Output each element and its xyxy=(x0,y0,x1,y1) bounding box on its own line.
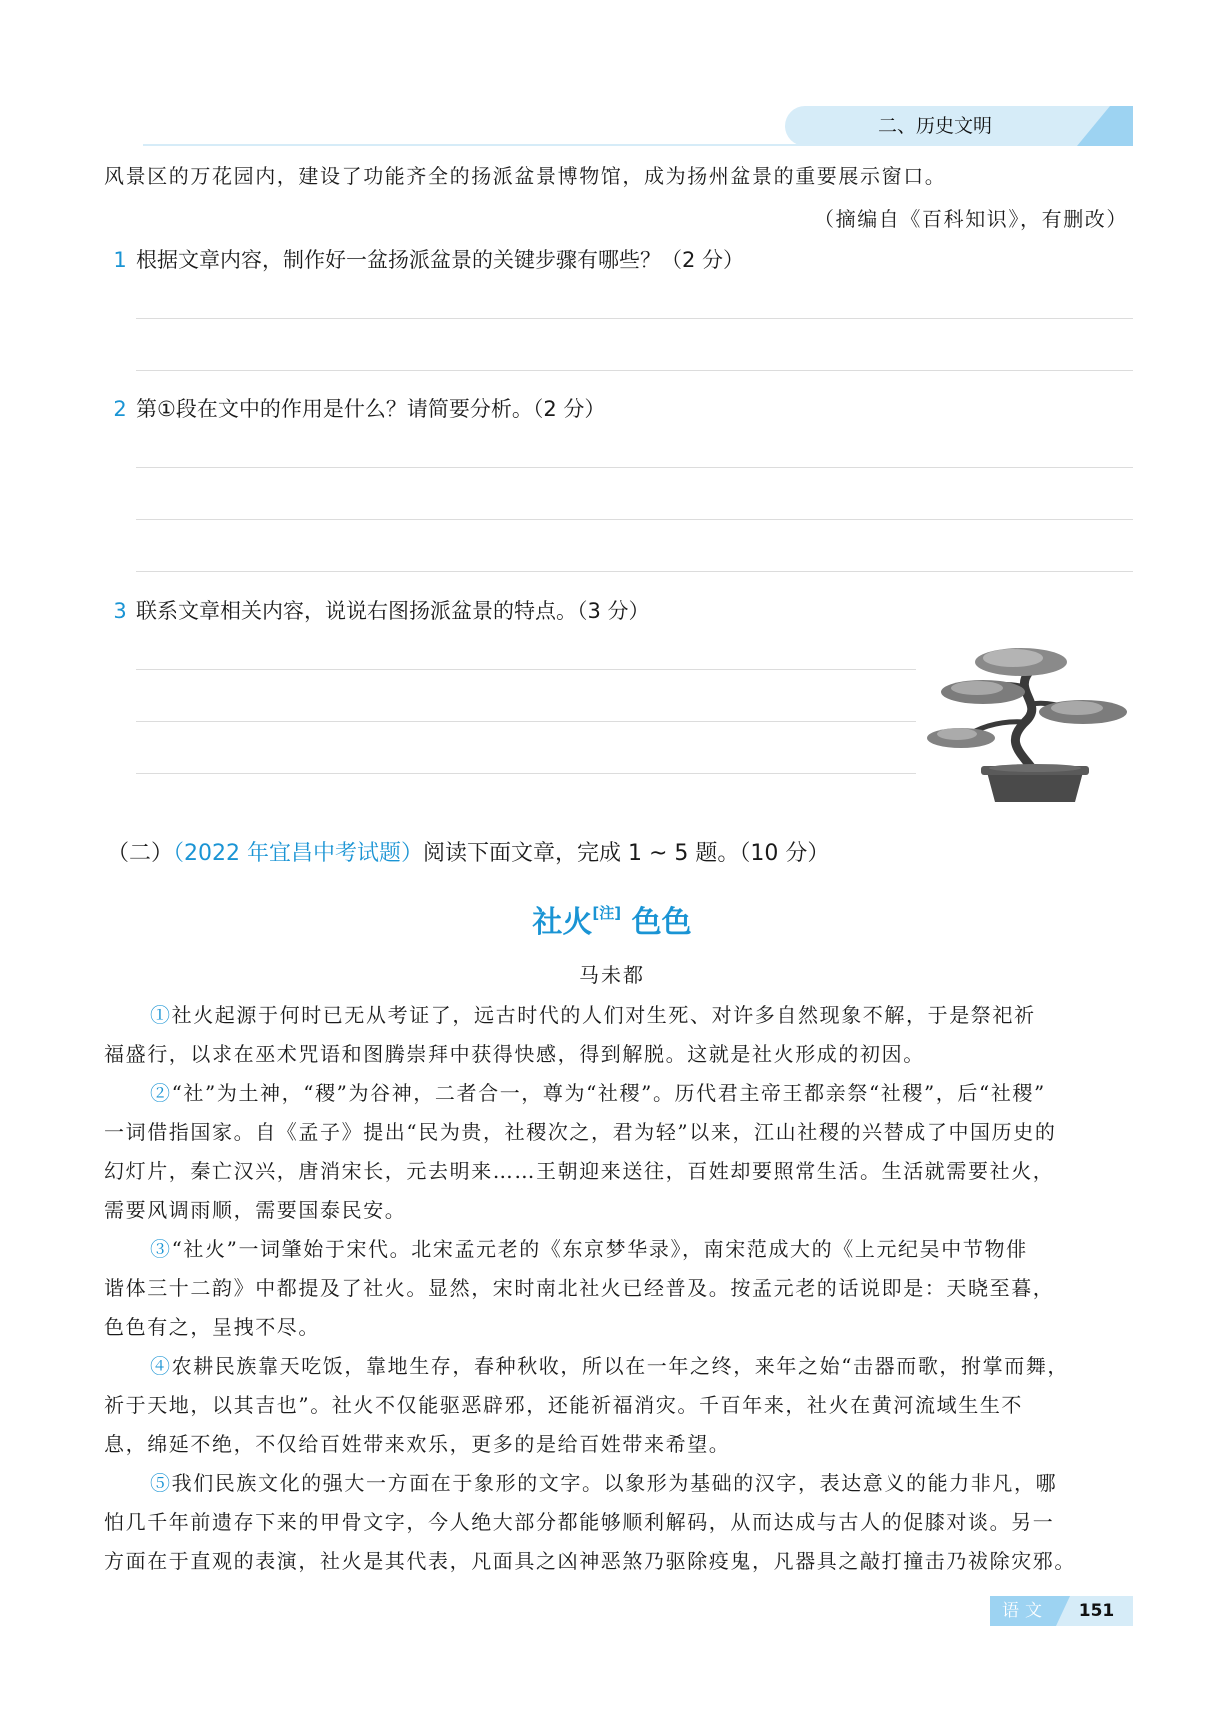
paragraph-2-line: 幻灯片，秦亡汉兴，唐消宋长，元去明来……王朝迎来送往，百姓却要照常生活。生活就需要社火， xyxy=(104,1159,1055,1183)
paragraph-text: “社火”一词肇始于宋代。北宋孟元老的《东京梦华录》，南宋范成大的《上元纪吴中节物俳 xyxy=(171,1237,1028,1261)
paragraph-text: 农耕民族靠天吃饭，靠地生存，春种秋收，所以在一年之终，来年之始“击器而歌，拊掌而舞， xyxy=(171,1354,1070,1378)
paragraph-number: ① xyxy=(150,1003,172,1027)
article-title-main: 社火 xyxy=(532,905,593,940)
answer-line[interactable] xyxy=(136,467,1133,468)
paragraph-text: 我们民族文化的强大一方面在于象形的文字。以象形为基础的汉字，表达意义的能力非凡，哪 xyxy=(171,1471,1058,1495)
page-number: 151 xyxy=(1078,1601,1115,1621)
answer-line[interactable] xyxy=(136,519,1133,520)
paragraph-2-line: 一词借指国家。自《孟子》提出“民为贵，社稷次之，君为轻”以来，江山社稷的兴替成了中国历史的 xyxy=(104,1120,1057,1144)
paragraph-number: ⑤ xyxy=(150,1471,172,1495)
article-author: 马未都 xyxy=(579,963,645,987)
answer-line[interactable] xyxy=(136,370,1133,371)
paragraph-4-line: 祈于天地，以其吉也”。社火不仅能驱恶辟邪，还能祈福消灾。千百年来，社火在黄河流域生生不 xyxy=(104,1393,1024,1417)
paragraph-5-line: 方面在于直观的表演，社火是其代表，凡面具之凶神恶煞乃驱除疫鬼，凡器具之敲打撞击乃祓除灾邪。 xyxy=(104,1549,1076,1573)
answer-line[interactable] xyxy=(136,721,916,722)
paragraph-4-line xyxy=(150,1352,1069,1380)
section-instruction: 阅读下面文章，完成 1 ~ 5 题。（10 分） xyxy=(423,841,830,866)
paragraph-number: ④ xyxy=(150,1354,172,1378)
article-title xyxy=(0,893,1224,943)
paragraph-number: ③ xyxy=(150,1237,172,1261)
paragraph-3-line: 色色有之，呈拽不尽。 xyxy=(104,1315,320,1339)
section-source: （2022 年宜昌中考试题） xyxy=(173,841,423,866)
question-1 xyxy=(104,245,744,275)
answer-line[interactable] xyxy=(136,669,916,670)
paragraph-number: ② xyxy=(150,1081,172,1105)
paragraph-2-line xyxy=(150,1079,1046,1107)
paragraph-5-line xyxy=(150,1469,1057,1497)
paragraph-3-line xyxy=(150,1235,1028,1263)
paragraph-5-line: 怕几千年前遗存下来的甲骨文字，今人绝大部分都能够顺利解码，从而达成与古人的促膝对谈。另一 xyxy=(104,1510,1055,1534)
footer-subject: 语文 xyxy=(1002,1601,1048,1621)
passage-end-line: 风景区的万花园内，建设了功能齐全的扬派盆景博物馆，成为扬州盆景的重要展示窗口。 xyxy=(104,164,947,188)
article-title-tail: 色色 xyxy=(631,905,692,940)
page-footer xyxy=(990,1596,1133,1626)
question-3 xyxy=(104,596,650,626)
question-2 xyxy=(104,394,605,424)
footnote-marker[interactable]: [注] xyxy=(592,904,622,922)
question-number: 1 xyxy=(113,248,127,272)
answer-line[interactable] xyxy=(136,571,1133,572)
answer-line[interactable] xyxy=(136,773,916,774)
section-heading xyxy=(107,838,829,870)
section-title: 二、历史文明 xyxy=(877,115,992,137)
question-number: 2 xyxy=(113,397,127,421)
section-header-tab xyxy=(785,106,1133,146)
question-text: 根据文章内容，制作好一盆扬派盆景的关键步骤有哪些？（2 分） xyxy=(136,248,745,272)
question-text: 第①段在文中的作用是什么？请简要分析。（2 分） xyxy=(136,397,606,421)
paragraph-2-line: 需要风调雨顺，需要国泰民安。 xyxy=(104,1198,407,1222)
paragraph-1-line xyxy=(150,1001,1036,1029)
question-number: 3 xyxy=(113,599,127,623)
answer-line[interactable] xyxy=(136,318,1133,319)
question-text: 联系文章相关内容，说说右图扬派盆景的特点。（3 分） xyxy=(136,599,650,623)
paragraph-text: 社火起源于何时已无从考证了，远古时代的人们对生死、对许多自然现象不解，于是祭祀祈 xyxy=(171,1003,1036,1027)
passage-source: （摘编自《百科知识》，有删改） xyxy=(814,207,1128,231)
paragraph-text: “社”为土神，“稷”为谷神，二者合一，尊为“社稷”。历代君主帝王都亲祭“社稷”，后“社稷” xyxy=(171,1081,1046,1105)
paragraph-4-line: 息，绵延不绝，不仅给百姓带来欢乐，更多的是给百姓带来希望。 xyxy=(104,1432,731,1456)
section-label: （二） xyxy=(107,841,174,866)
paragraph-1-line: 福盛行，以求在巫术咒语和图腾崇拜中获得快感，得到解脱。这就是社火形成的初因。 xyxy=(104,1042,925,1066)
bonsai-image xyxy=(925,642,1133,807)
paragraph-3-line: 谐体三十二韵》中都提及了社火。显然，宋时南北社火已经普及。按孟元老的话说即是：天晓至暮， xyxy=(104,1276,1055,1300)
